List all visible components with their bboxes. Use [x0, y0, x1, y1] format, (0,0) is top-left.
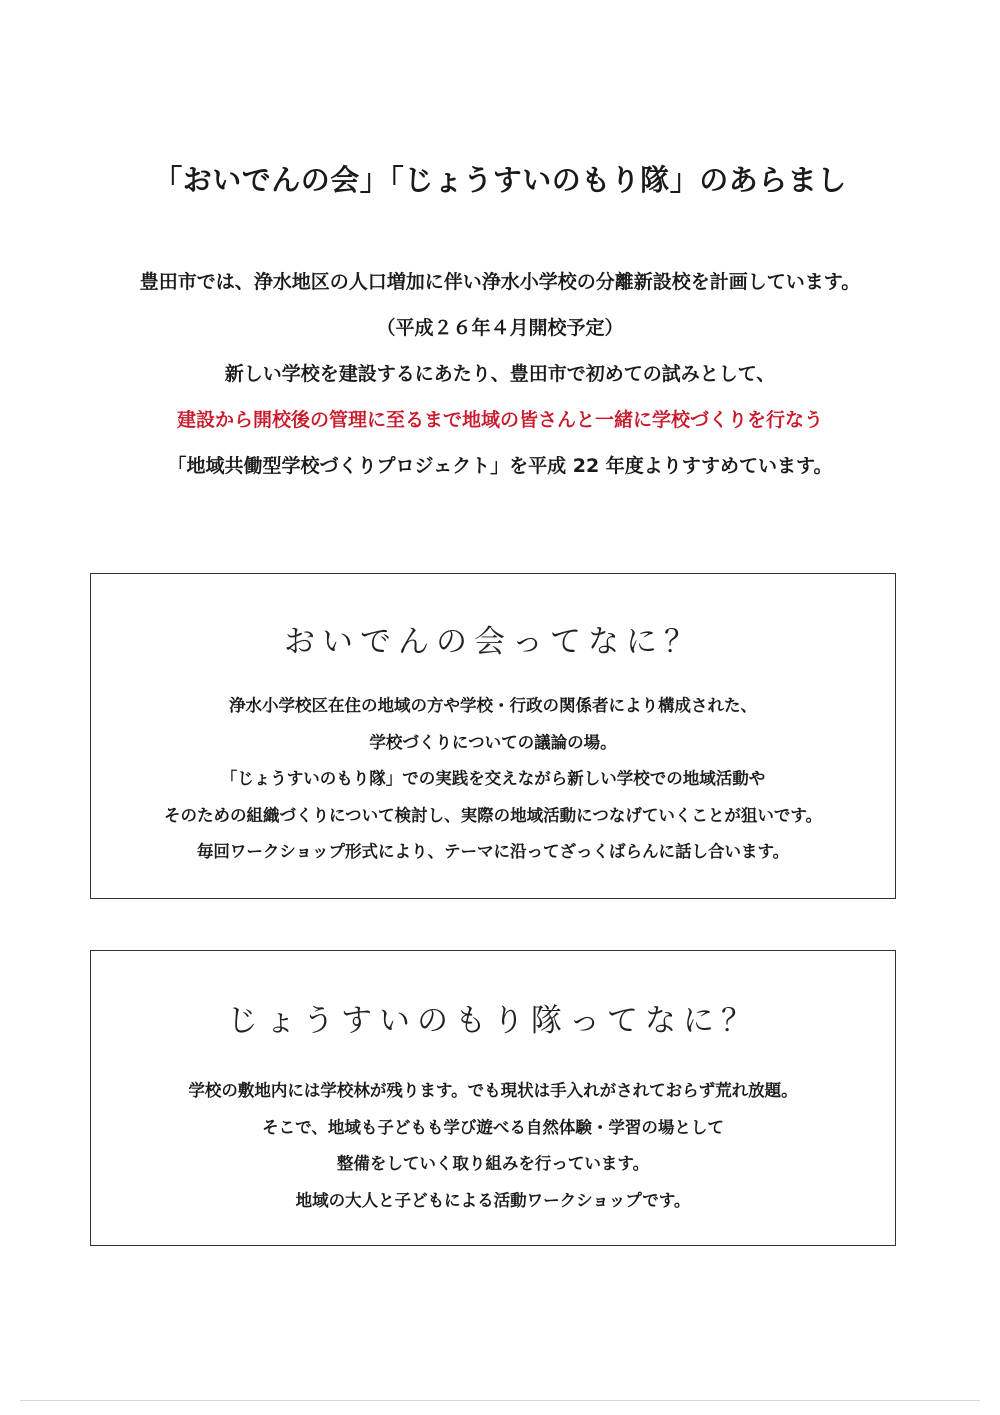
intro-section [0, 264, 1000, 494]
intro-line-4-highlight: 建設から開校後の管理に至るまで地域の皆さんと一緒に学校づくりを行なう [176, 409, 823, 431]
mori-box-body [91, 1076, 895, 1222]
mori-box-line: 地域の大人と子どもによる活動ワークショップです。 [295, 1190, 691, 1210]
oiden-box-line: 浄水小学校区在住の地域の方や学校・行政の関係者により構成された、 [229, 696, 757, 715]
intro-line-3: 新しい学校を建設するにあたり、豊田市で初めての試みとして、 [224, 363, 776, 385]
mori-info-box [90, 950, 896, 1246]
page-title: 「おいでんの会」「じょうすいのもり隊」のあらまし [153, 163, 847, 197]
oiden-box-body [91, 691, 895, 874]
mori-box-heading: じょうすいのもり隊ってなに？ [227, 1003, 759, 1039]
oiden-box-line: そのための組織づくりについて検討し、実際の地域活動につなげていくことが狙いです。 [163, 805, 823, 825]
oiden-box-line: 学校づくりについての議論の場。 [369, 732, 617, 752]
oiden-info-box [90, 573, 896, 899]
oiden-box-line: 毎回ワークショップ形式により、テーマに沿ってざっくばらんに話し合います。 [196, 842, 790, 861]
page-bottom-rule [20, 1400, 980, 1401]
mori-box-line: 学校の敷地内には学校林が残ります。でも現状は手入れがされておらず荒れ放題。 [188, 1081, 798, 1100]
oiden-box-heading: おいでんの会ってなに？ [284, 624, 702, 660]
intro-line-5: 「地域共働型学校づくりプロジェクト」を平成 22 年度よりすすめています。 [167, 455, 833, 477]
mori-box-line: 整備をしていく取り組みを行っています。 [336, 1154, 650, 1173]
intro-line-2: （平成２６年４月開校予定） [376, 317, 624, 339]
intro-line-1: 豊田市では、浄水地区の人口増加に伴い浄水小学校の分離新設校を計画しています。 [139, 271, 861, 293]
mori-box-line: そこで、地域も子どもも学び遊べる自然体験・学習の場として [262, 1117, 724, 1137]
oiden-box-line: 「じょうすいのもり隊」での実践を交えながら新しい学校での地域活動や [220, 769, 766, 788]
